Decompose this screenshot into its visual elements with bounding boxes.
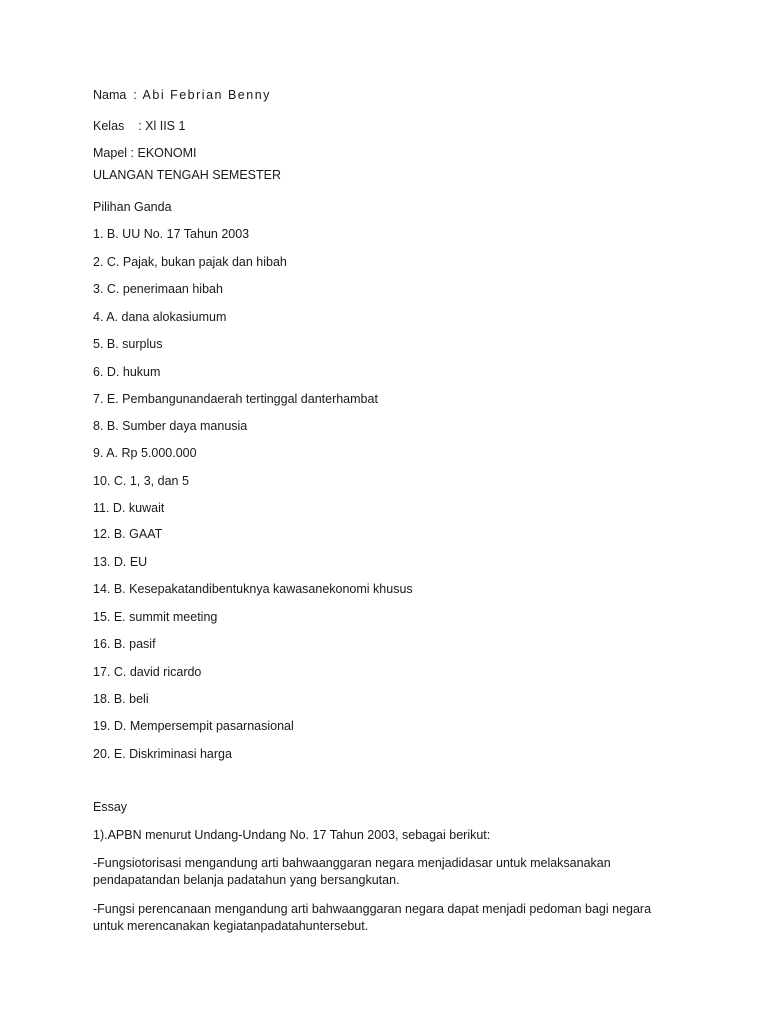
answer-item: 17. C. david ricardo: [93, 665, 202, 679]
exam-title: ULANGAN TENGAH SEMESTER: [93, 168, 282, 182]
class-line: [93, 118, 185, 134]
class-label: Kelas: [93, 119, 125, 133]
name-value: : Abi Febrian Benny: [133, 88, 271, 102]
answer-item: 9. A. Rp 5.000.000: [93, 446, 197, 460]
name-label: Nama: [93, 88, 127, 102]
answer-item: 7. E. Pembangunandaerah tertinggal danterhambat: [93, 392, 378, 406]
answer-item: 6. D. hukum: [93, 365, 161, 379]
answer-item: 5. B. surplus: [93, 337, 163, 351]
answer-item: 10. C. 1, 3, dan 5: [93, 474, 189, 488]
subject-label: Mapel: [93, 146, 128, 160]
answer-item: 15. E. summit meeting: [93, 610, 218, 624]
subject-value: : EKONOMI: [130, 146, 197, 160]
essay-paragraph: -Fungsi perencanaan mengandung arti bahwaanggaran negara dapat menjadi pedoman bagi negara untuk merencanakan kegiatanpadatahuntersebut.: [93, 902, 652, 933]
answer-item: 3. C. penerimaan hibah: [93, 282, 223, 296]
answer-item: 12. B. GAAT: [93, 527, 163, 541]
answer-item: 11. D. kuwait: [93, 501, 165, 515]
answer-item: 1. B. UU No. 17 Tahun 2003: [93, 227, 250, 241]
answer-item: 14. B. Kesepakatandibentuknya kawasanekonomi khusus: [93, 582, 413, 596]
answer-item: 2. C. Pajak, bukan pajak dan hibah: [93, 255, 287, 269]
essay-paragraph: -Fungsiotorisasi mengandung arti bahwaanggaran negara menjadidasar untuk melaksanakan pendapatandan belanja padatahun yang bersangkutan.: [93, 856, 611, 887]
essay-question-1: 1).APBN menurut Undang-Undang No. 17 Tahun 2003, sebagai berikut:: [93, 828, 491, 842]
answer-item: 13. D. EU: [93, 555, 148, 569]
subject-line: [93, 145, 197, 161]
answer-item: 16. B. pasif: [93, 637, 156, 651]
answer-item: 8. B. Sumber daya manusia: [93, 419, 248, 433]
student-name-line: [93, 87, 271, 103]
answer-item: 18. B. beli: [93, 692, 149, 706]
answer-item: 20. E. Diskriminasi harga: [93, 747, 232, 761]
multiple-choice-heading: Pilihan Ganda: [93, 200, 172, 214]
answer-item: 4. A. dana alokasiumum: [93, 310, 227, 324]
essay-heading: Essay: [93, 800, 128, 814]
class-value: : Xl IIS 1: [138, 119, 186, 133]
answer-item: 19. D. Mempersempit pasarnasional: [93, 719, 294, 733]
